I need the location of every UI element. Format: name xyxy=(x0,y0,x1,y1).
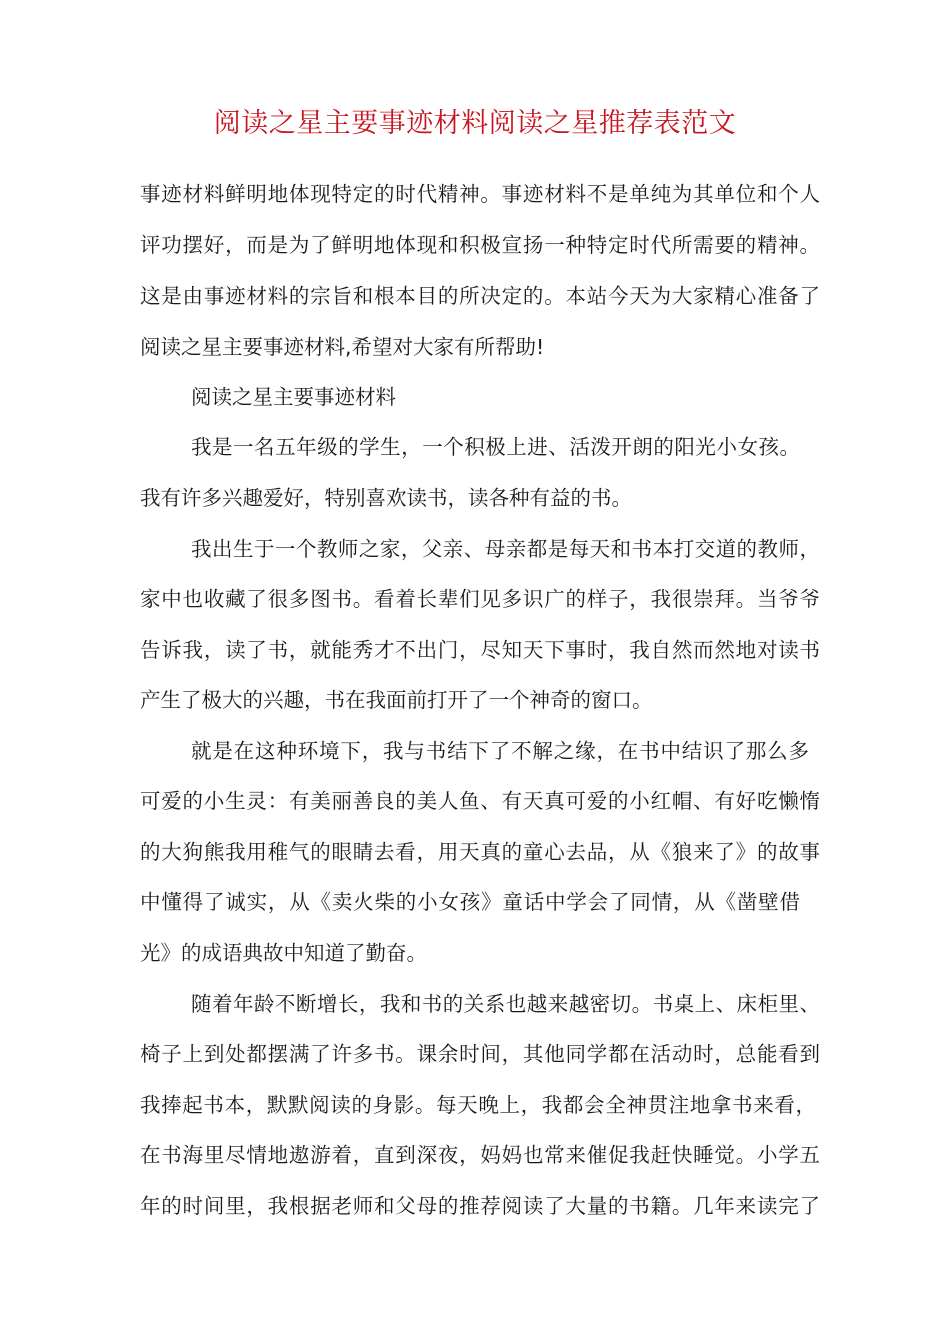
text-line-9: 家中也收藏了很多图书。看着长辈们见多识广的样子，我很崇拜。当爷爷 xyxy=(140,587,820,611)
text-line-10: 告诉我，读了书，就能秀才不出门，尽知天下事时，我自然而然地对读书 xyxy=(140,638,820,662)
text-line-11: 产生了极大的兴趣，书在我面前打开了一个神奇的窗口。 xyxy=(140,688,653,712)
text-line-14: 的大狗熊我用稚气的眼睛去看，用天真的童心去品，从《狼来了》的故事 xyxy=(140,840,820,864)
text-line-17: 随着年龄不断增长，我和书的关系也越来越密切。书桌上、床柜里、 xyxy=(191,992,820,1016)
text-line-4: 阅读之星主要事迹材料,希望对大家有所帮助! xyxy=(140,335,545,359)
text-line-18: 椅子上到处都摆满了许多书。课余时间，其他同学都在活动时，总能看到 xyxy=(140,1042,820,1066)
text-line-21: 年的时间里，我根据老师和父母的推荐阅读了大量的书籍。几年来读完了 xyxy=(140,1194,820,1218)
text-line-1: 事迹材料鲜明地体现特定的时代精神。事迹材料不是单纯为其单位和个人 xyxy=(140,182,820,206)
text-line-6: 我是一名五年级的学生，一个积极上进、活泼开朗的阳光小女孩。 xyxy=(191,435,800,459)
text-line-8: 我出生于一个教师之家，父亲、母亲都是每天和书本打交道的教师， xyxy=(191,537,820,561)
text-line-7: 我有许多兴趣爱好，特别喜欢读书，读各种有益的书。 xyxy=(140,486,632,510)
text-line-13: 可爱的小生灵：有美丽善良的美人鱼、有天真可爱的小红帽、有好吃懒惰 xyxy=(140,789,820,813)
text-line-15: 中懂得了诚实，从《卖火柴的小女孩》童话中学会了同情，从《凿壁借 xyxy=(140,890,800,914)
section-heading: 阅读之星主要事迹材料 xyxy=(191,385,396,409)
text-line-2: 评功摆好，而是为了鲜明地体现和积极宣扬一种特定时代所需要的精神。 xyxy=(140,233,820,257)
text-line-12: 就是在这种环境下，我与书结下了不解之缘，在书中结识了那么多 xyxy=(191,739,809,763)
text-line-3: 这是由事迹材料的宗旨和根本目的所决定的。本站今天为大家精心准备了 xyxy=(140,284,820,308)
text-line-19: 我捧起书本，默默阅读的身影。每天晚上，我都会全神贯注地拿书来看， xyxy=(140,1093,816,1117)
text-line-20: 在书海里尽情地遨游着，直到深夜，妈妈也常来催促我赶快睡觉。小学五 xyxy=(140,1143,820,1167)
document-title: 阅读之星主要事迹材料阅读之星推荐表范文 xyxy=(213,108,737,139)
text-line-16: 光》的成语典故中知道了勤奋。 xyxy=(140,941,427,965)
